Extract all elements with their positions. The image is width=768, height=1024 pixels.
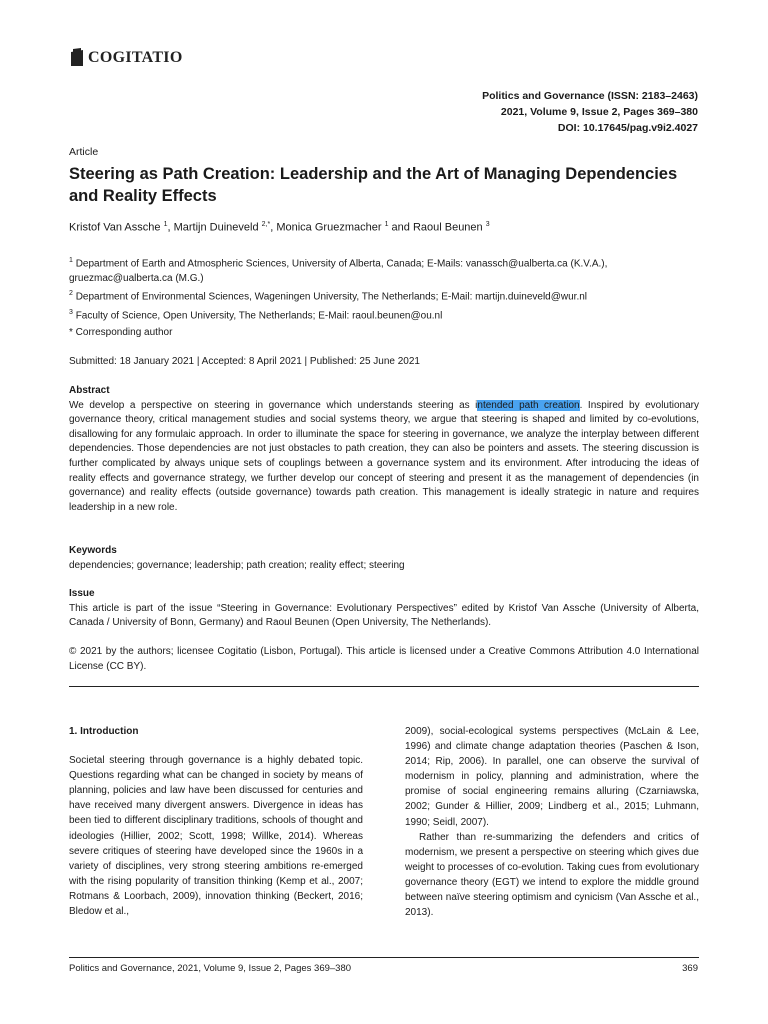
license-section: [69, 645, 699, 674]
publisher-logo: [69, 48, 183, 68]
section-heading: 1. Introduction: [69, 726, 139, 737]
journal-name: Politics and Governance (ISSN: 2183–2463): [482, 90, 698, 102]
body-column-right: [405, 724, 699, 920]
abstract-text[interactable]: [69, 399, 699, 516]
keywords-heading: Keywords: [69, 545, 117, 556]
publication-dates: Submitted: 18 January 2021 | Accepted: 8 April 2021 | Published: 25 June 2021: [69, 356, 420, 367]
keywords-section: [69, 544, 699, 573]
affiliation-number: 1: [69, 257, 73, 264]
affiliation: [69, 305, 709, 323]
journal-doi[interactable]: DOI: 10.17645/pag.v9i2.4027: [557, 122, 698, 134]
affiliation: [69, 286, 709, 304]
author-name: Raoul Beunen: [412, 221, 483, 234]
corresponding-author-note: * Corresponding author: [69, 327, 173, 338]
selected-text-highlight[interactable]: ntended path creation: [477, 399, 580, 411]
abstract-heading: Abstract: [69, 385, 110, 396]
author-affil-marker: 3: [485, 221, 490, 228]
journal-volume: 2021, Volume 9, Issue 2, Pages 369–380: [500, 106, 698, 118]
footer-citation: Politics and Governance, 2021, Volume 9, Issue 2, Pages 369–380: [69, 963, 352, 974]
affiliations: [69, 253, 709, 323]
cogitatio-logo-icon: [69, 48, 85, 68]
issue-heading: Issue: [69, 588, 95, 599]
abstract-text-start: We develop a perspective on steering in governance which understands steering as i: [69, 399, 478, 411]
body-paragraph: Rather than re-summarizing the defenders and critics of modernism, we present a perspective on steering which gives due weight to processes of co-evolution. Taking cues from evolutionary governance theory (EGT) we intend to explore the middle ground between naïve steering optimism and cynicism (Van Assche et al., 2013).: [405, 831, 699, 919]
author-name: Monica Gruezmacher: [276, 221, 382, 234]
author-affil-marker: 2,*: [261, 221, 271, 228]
affiliation-number: 2: [69, 290, 73, 298]
affiliation: [69, 253, 709, 286]
author-affil-marker: 1: [384, 221, 389, 228]
body-paragraph: 2009), social-ecological systems perspectives (McLain & Lee, 1996) and climate change adaptation theories (Paschen & Ison, 2014; Rip, 2006). In parallel, one can observe the survival of modernism in policy, planning and administration, where the promise of social engineering remains alluring (Czarniawska, 2002; Gunder & Hillier, 2009; Lindberg et al., 2015; Luhmann, 1990; Seidl, 2007).: [405, 726, 699, 828]
license-text: © 2021 by the authors; licensee Cogitatio (Lisbon, Portugal). This article is licensed under a Creative Commons Attribution 4.0 International License (CC BY).: [69, 646, 699, 672]
affiliation-text: Department of Earth and Atmospheric Sciences, University of Alberta, Canada; E-Mails: vanassch@ualberta.ca (K.V.A.), gruezmac@ualberta.ca (M.G.): [69, 258, 608, 285]
affiliation-text: Faculty of Science, Open University, The Netherlands; E-Mail: raoul.beunen@ou.nl: [75, 309, 443, 321]
body-paragraph: Societal steering through governance is a highly debated topic. Questions regarding what can be changed in society by means of planning, policies and law have been discussed for centuries and have received many divergent answers. Divergence in ideas has been tied to different disciplinary traditions, schools of thought and ideologies (Hillier, 2002; Scott, 1998; Willke, 2014). Whereas severe critiques of steering have developed since the 1960s in a variety of disciplines, very strong steering ambitions re-emerged with the rising popularity of transition thinking (Kemp et al., 2007; Rotmans & Loorbach, 2009), innovation thinking (Beckert, 2016; Bledow et al.,: [69, 755, 363, 918]
body-column-left: [69, 724, 363, 919]
footer-divider: [69, 957, 699, 958]
author-affil-marker: 1: [163, 221, 168, 228]
affiliation-text: Department of Environmental Sciences, Wageningen University, The Netherlands; E-Mail: martijn.duineveld@wur.nl: [75, 291, 588, 303]
abstract-text-end: . Inspired by evolutionary governance theory, critical management studies and social systems theory, we argue that steering is shaped and limited by co-evolutions, disallowing for any formulaic approach. In order to illuminate the space for steering in governance, we analyze the interplay between different dependencies. Those dependencies are not just obstacles to path creation, they can also be pointers and assets. The steering discussion is further complicated by always unique sets of couplings between a governance system and its environment. After introducing the ideas of reality effects and governance strategy, we further develop our concept of steering and present it as the management of dependencies (in governance) and reality effects (outside governance) towards path creation. This management is ideally strategic in nature and requires leadership in a new role.: [69, 399, 699, 513]
abstract-section: [69, 384, 699, 515]
author-list: Kristof Van Assche $^1$, Martijn Duineveld $^{2,*}$, Monica Gruezmacher $^1$ and Raoul Beunen $^3$: [69, 221, 490, 234]
author-name: Martijn Duineveld: [173, 221, 259, 234]
issue-section: [69, 587, 699, 631]
page-number: 369: [682, 963, 698, 974]
brand-name: COGITATIO: [88, 49, 183, 66]
header-divider: [69, 686, 699, 687]
article-type: Article: [69, 146, 99, 158]
keywords-text: dependencies; governance; leadership; path creation; reality effect; steering: [69, 559, 405, 571]
issue-text: This article is part of the issue “Steering in Governance: Evolutionary Perspectives” edited by Kristof Van Assche (University of Alberta, Canada / University of Bonn, Germany) and Raoul Beunen (Open University, The Netherlands).: [69, 602, 699, 629]
author-name: Kristof Van Assche: [69, 221, 161, 234]
journal-info: [482, 88, 698, 136]
affiliation-number: 3: [69, 308, 73, 316]
article-title: Steering as Path Creation: Leadership and the Art of Managing Dependencies and Reality Effects: [69, 165, 678, 205]
